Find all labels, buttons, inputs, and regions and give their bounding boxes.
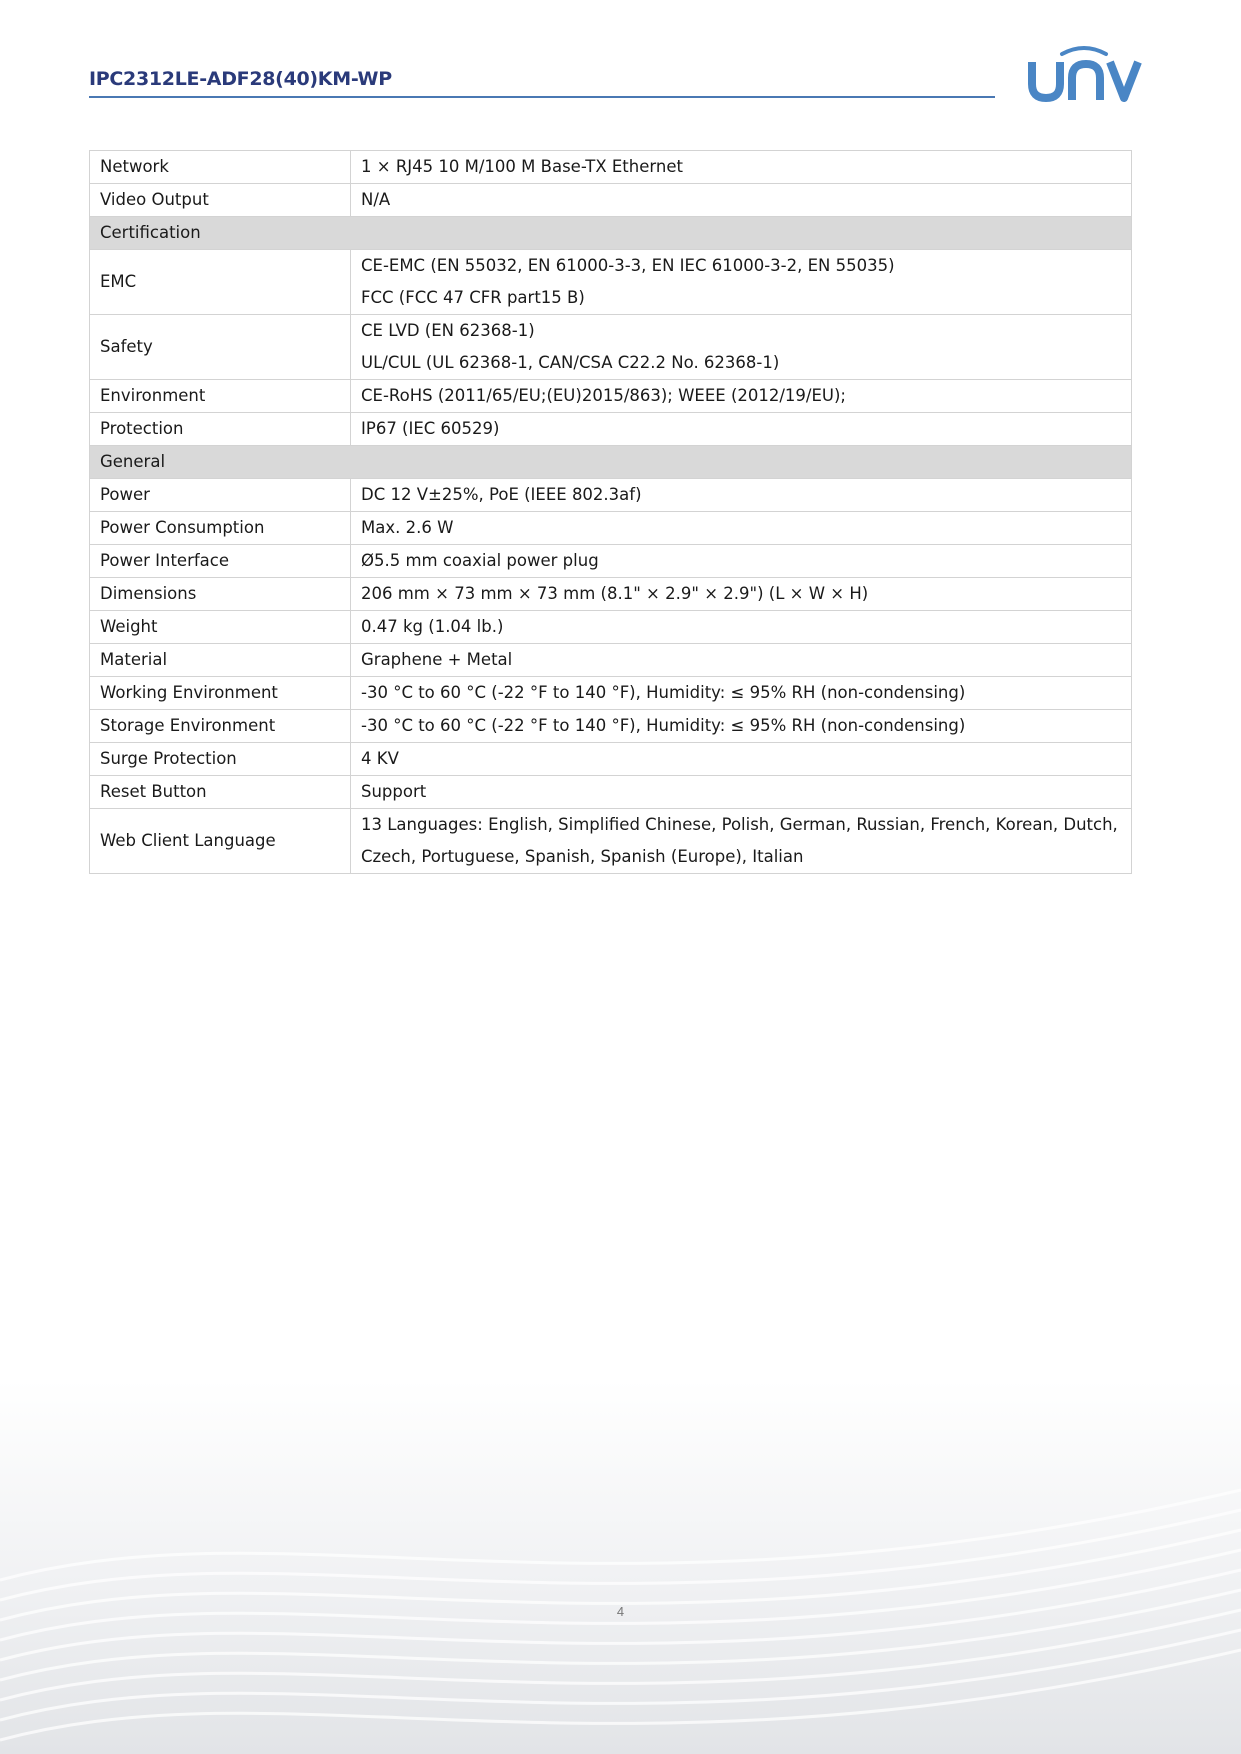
spec-value: 4 KV — [351, 743, 1132, 776]
section-title: General — [90, 446, 1132, 479]
table-row — [90, 743, 1132, 776]
spec-value: 206 mm × 73 mm × 73 mm (8.1" × 2.9" × 2.9") (L × W × H) — [351, 578, 1132, 611]
table-row — [90, 413, 1132, 446]
spec-value: CE-RoHS (2011/65/EU;(EU)2015/863); WEEE (2012/19/EU); — [351, 380, 1132, 413]
spec-value: Graphene + Metal — [351, 644, 1132, 677]
spec-value: Ø5.5 mm coaxial power plug — [351, 545, 1132, 578]
spec-value: Support — [351, 776, 1132, 809]
table-row — [90, 710, 1132, 743]
spec-label: EMC — [90, 250, 351, 315]
table-row — [90, 250, 1132, 315]
spec-label: Power Consumption — [90, 512, 351, 545]
spec-label: Network — [90, 151, 351, 184]
table-section-header — [90, 217, 1132, 250]
table-row — [90, 479, 1132, 512]
spec-label: Protection — [90, 413, 351, 446]
table-row — [90, 611, 1132, 644]
table-row — [90, 644, 1132, 677]
table-row — [90, 677, 1132, 710]
header-divider — [89, 96, 995, 98]
table-row — [90, 151, 1132, 184]
table-row — [90, 380, 1132, 413]
spec-value: -30 °C to 60 °C (-22 °F to 140 °F), Humidity: ≤ 95% RH (non-condensing) — [351, 677, 1132, 710]
wave-pattern — [0, 1380, 1241, 1754]
document-title: IPC2312LE-ADF28(40)KM-WP — [89, 68, 392, 90]
spec-label: Reset Button — [90, 776, 351, 809]
spec-label: Weight — [90, 611, 351, 644]
spec-label: Safety — [90, 315, 351, 380]
spec-value-line: 13 Languages: English, Simplified Chinese, Polish, German, Russian, French, Korean, Dutch, — [361, 815, 1118, 834]
spec-value: N/A — [351, 184, 1132, 217]
specification-table — [89, 150, 1132, 874]
spec-value-line: CE-EMC (EN 55032, EN 61000-3-3, EN IEC 61000-3-2, EN 55035) — [361, 256, 895, 275]
spec-value-cell — [351, 250, 1132, 315]
table-row — [90, 315, 1132, 380]
table-row — [90, 545, 1132, 578]
spec-value-cell — [351, 315, 1132, 380]
spec-label: Working Environment — [90, 677, 351, 710]
spec-label: Environment — [90, 380, 351, 413]
wave-background — [0, 1380, 1241, 1754]
spec-label: Power Interface — [90, 545, 351, 578]
table-section-header — [90, 446, 1132, 479]
unv-logo — [1026, 40, 1146, 108]
specification-table-body — [90, 151, 1132, 874]
spec-value-line: UL/CUL (UL 62368-1, CAN/CSA C22.2 No. 62368-1) — [361, 353, 780, 372]
spec-label: Web Client Language — [90, 809, 351, 874]
spec-label: Dimensions — [90, 578, 351, 611]
table-row — [90, 578, 1132, 611]
spec-label: Power — [90, 479, 351, 512]
spec-value-line: FCC (FCC 47 CFR part15 B) — [361, 288, 585, 307]
spec-value: DC 12 V±25%, PoE (IEEE 802.3af) — [351, 479, 1132, 512]
spec-value: Max. 2.6 W — [351, 512, 1132, 545]
spec-label: Storage Environment — [90, 710, 351, 743]
page-number: 4 — [616, 1604, 625, 1619]
spec-value-line: Czech, Portuguese, Spanish, Spanish (Europe), Italian — [361, 847, 804, 866]
spec-value: 1 × RJ45 10 M/100 M Base-TX Ethernet — [351, 151, 1132, 184]
spec-value-cell — [351, 809, 1132, 874]
table-row — [90, 184, 1132, 217]
section-title: Certification — [90, 217, 1132, 250]
table-row — [90, 809, 1132, 874]
spec-label: Video Output — [90, 184, 351, 217]
table-row — [90, 512, 1132, 545]
spec-label: Surge Protection — [90, 743, 351, 776]
spec-value: 0.47 kg (1.04 lb.) — [351, 611, 1132, 644]
spec-value: -30 °C to 60 °C (-22 °F to 140 °F), Humidity: ≤ 95% RH (non-condensing) — [351, 710, 1132, 743]
table-row — [90, 776, 1132, 809]
spec-value: IP67 (IEC 60529) — [351, 413, 1132, 446]
spec-label: Material — [90, 644, 351, 677]
spec-value-line: CE LVD (EN 62368-1) — [361, 321, 535, 340]
